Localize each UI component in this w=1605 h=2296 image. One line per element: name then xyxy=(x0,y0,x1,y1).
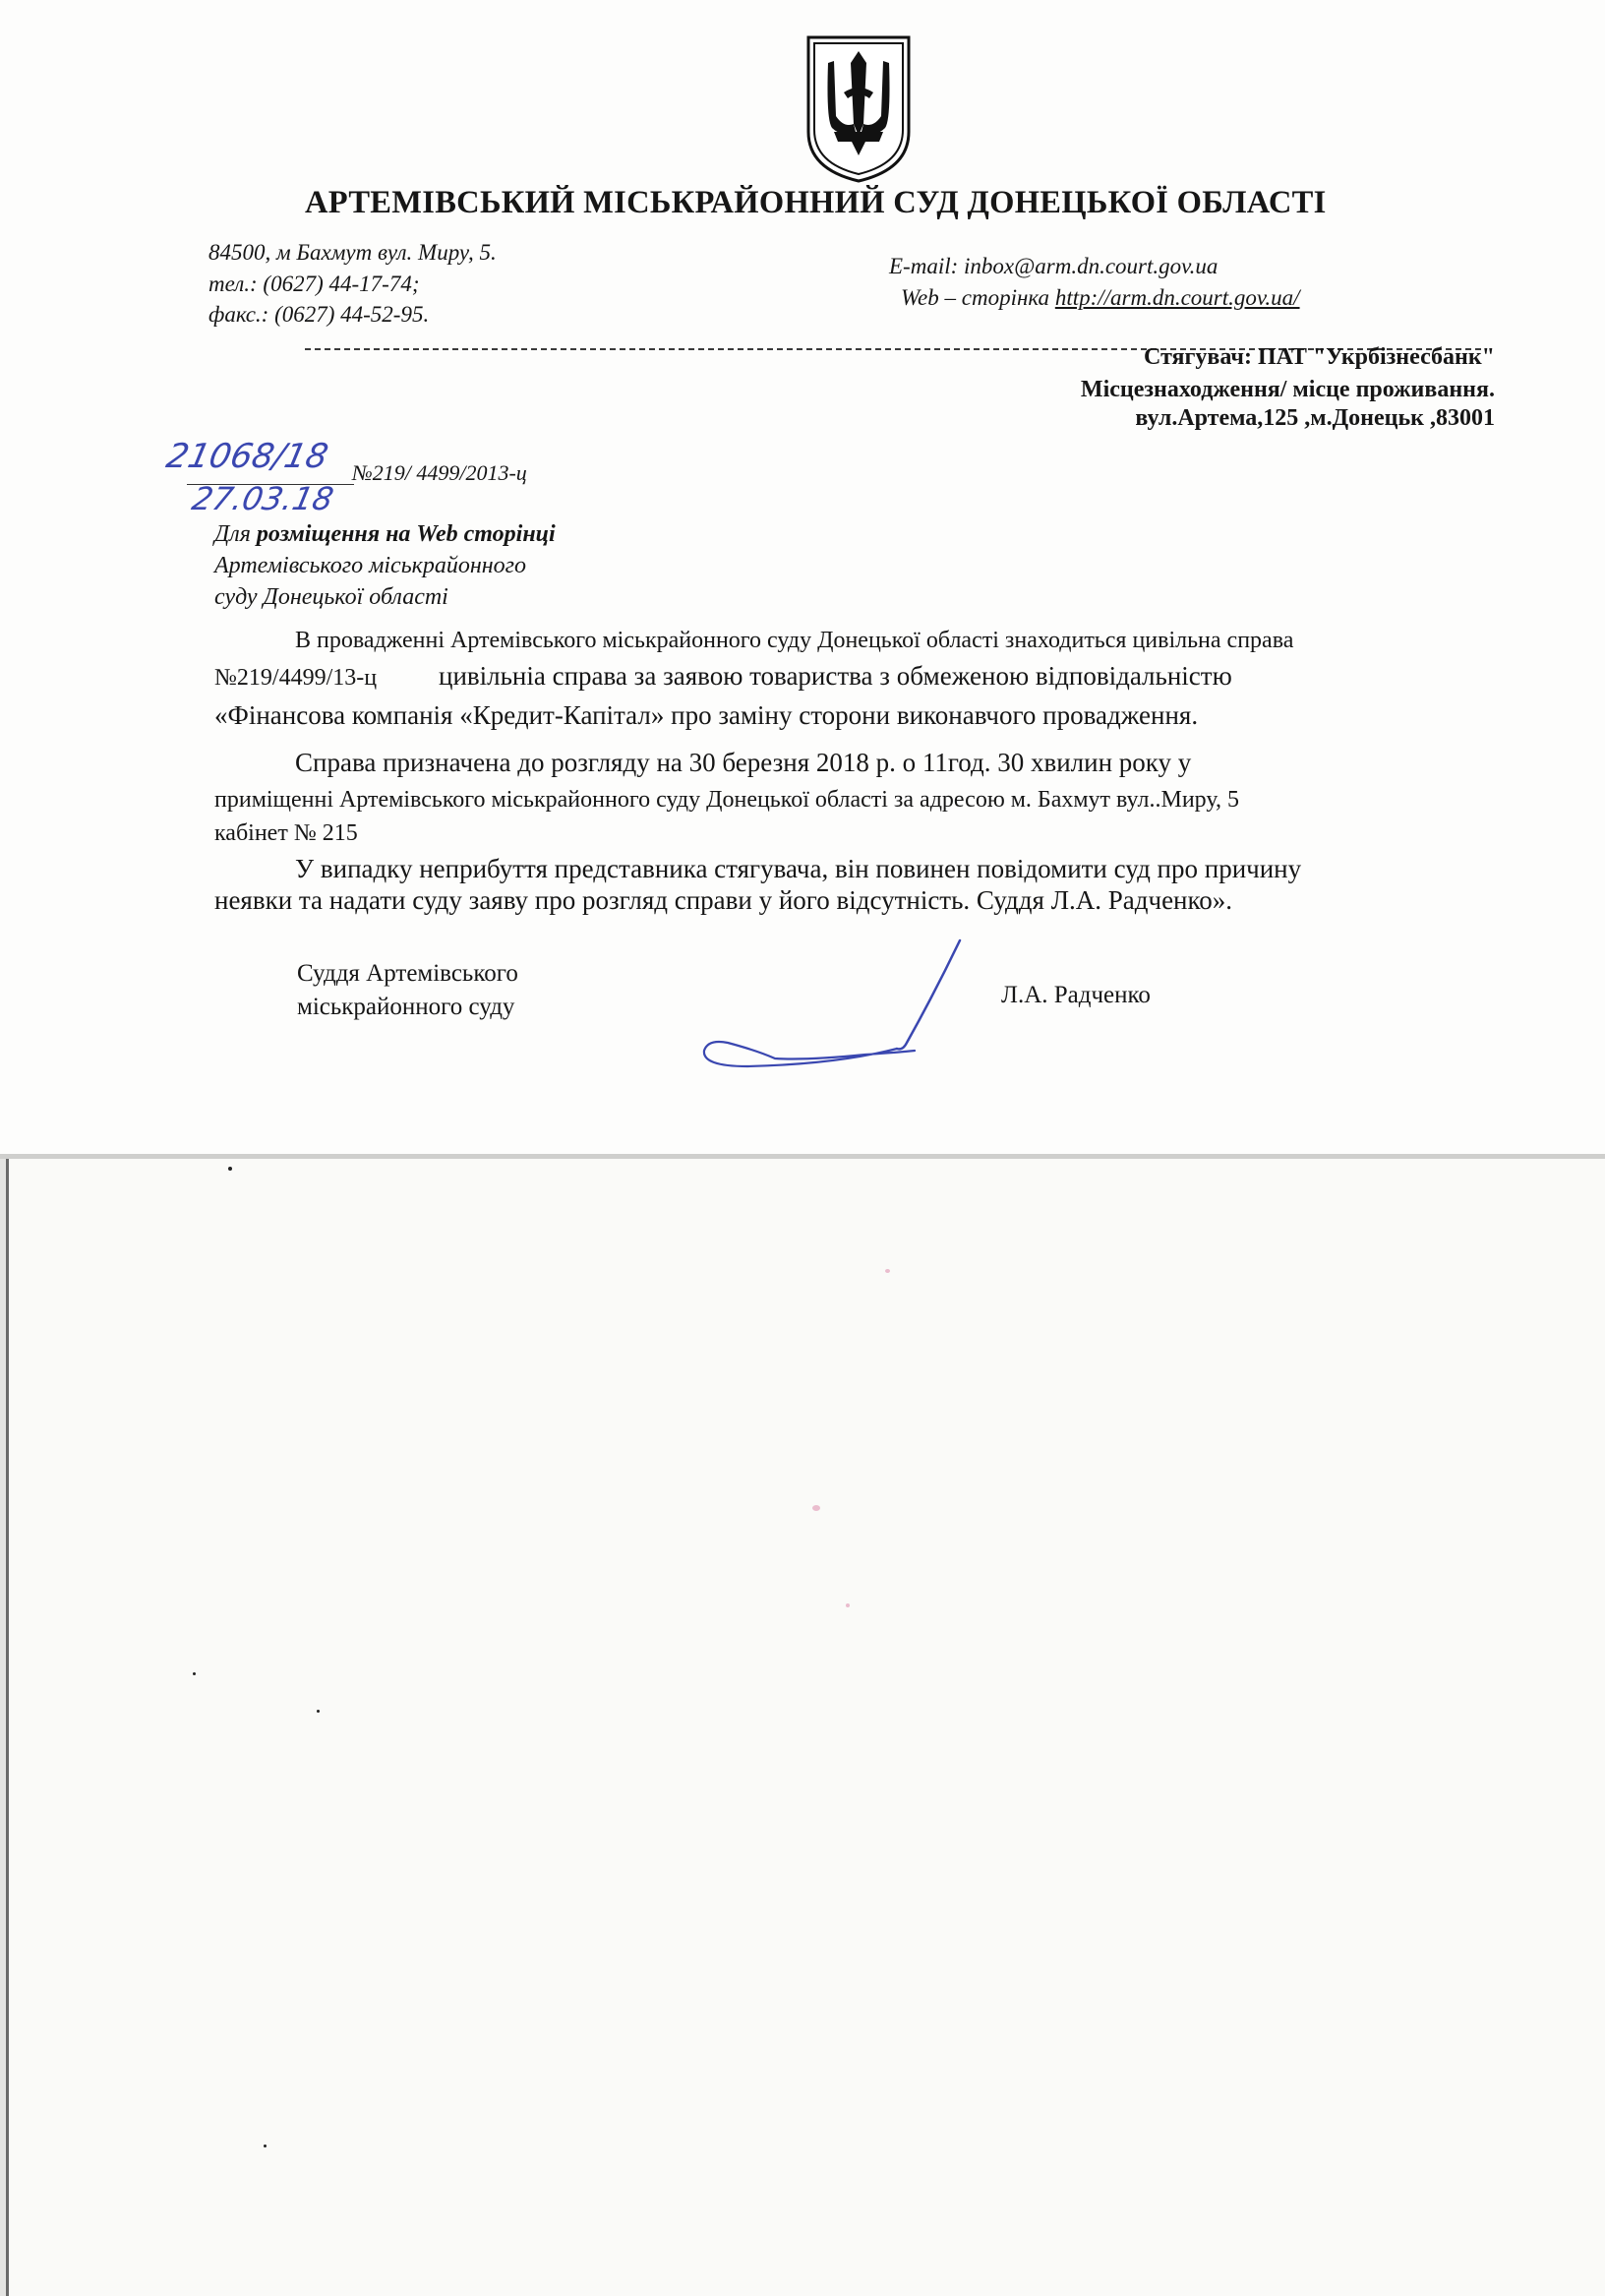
signer-title-line-2: міськрайонного суду xyxy=(297,994,515,1020)
recipient-name: Стягувач: ПАТ "Укрбізнесбанк" xyxy=(1144,344,1495,370)
speck xyxy=(317,1710,320,1713)
body-p2-line-3: кабінет № 215 xyxy=(214,820,358,846)
addressee-line-3: суду Донецької області xyxy=(214,584,448,610)
court-phone: тел.: (0627) 44-17-74; xyxy=(208,272,420,296)
addressee-line-1 xyxy=(214,521,556,548)
court-website xyxy=(901,285,1300,311)
signer-title-line-1: Суддя Артемівського xyxy=(297,960,518,987)
court-address: 84500, м Бахмут вул. Миру, 5. xyxy=(208,240,497,265)
court-fax: факс.: (0627) 44-52-95. xyxy=(208,302,430,327)
body-p2-line-1: Справа призначена до розгляду на 30 березня 2018 р. о 11год. 30 хвилин року у xyxy=(295,748,1192,777)
body-p3-line-2: неявки та надати суду заяву про розгляд справи у його відсутність. Суддя Л.А. Радченко». xyxy=(214,885,1233,915)
ink-mark xyxy=(885,1269,890,1273)
blank-back-page xyxy=(6,1159,1605,2296)
speck xyxy=(193,1672,196,1675)
recipient-location-label: Місцезнаходження/ місце проживання. xyxy=(1080,377,1495,402)
court-name: АРТЕМІВСЬКИЙ МІСЬКРАЙОННИЙ СУД ДОНЕЦЬКОЇ ОБЛАСТІ xyxy=(305,185,1327,220)
handwritten-outgoing-number: 21068/18 xyxy=(162,437,332,476)
body-p1-line-1: В провадженні Артемівського міськрайонного суду Донецької області знаходиться цивільна справа xyxy=(295,628,1294,653)
speck xyxy=(264,2145,267,2147)
signer-name: Л.А. Радченко xyxy=(1001,982,1151,1008)
website-label: Web – сторінка xyxy=(901,285,1055,310)
handwritten-date: 27.03.18 xyxy=(188,480,337,517)
ink-mark xyxy=(812,1505,820,1511)
number-underline xyxy=(187,484,354,485)
ink-mark xyxy=(846,1603,850,1607)
body-p1-line-2: цивільніа справа за заявою товариства з обмеженою відповідальністю xyxy=(439,661,1232,691)
court-email: E-mail: inbox@arm.dn.court.gov.ua xyxy=(889,254,1219,278)
website-link[interactable]: http://arm.dn.court.gov.ua/ xyxy=(1054,285,1300,310)
addressee-line-2: Артемівського міськрайонного xyxy=(214,553,527,578)
body-p2-line-2: приміщенні Артемівського міськрайонного суду Донецької області за адресою м. Бахмут вул..Миру, 5 xyxy=(214,787,1239,813)
recipient-address: вул.Артема,125 ,м.Донецьк ,83001 xyxy=(1135,405,1495,431)
addressee-bold: розміщення на Web сторінці xyxy=(256,521,556,547)
trident-coat-of-arms-icon xyxy=(804,33,913,183)
addressee-prefix: Для xyxy=(214,521,257,547)
body-p3-line-1: У випадку неприбуття представника стягувача, він повинен повідомити суд про причину xyxy=(295,854,1302,883)
speck xyxy=(228,1167,232,1171)
body-p1-line-3: «Фінансова компанія «Кредит-Капітал» про заміну сторони виконавчого провадження. xyxy=(214,700,1199,730)
case-reference: №219/ 4499/2013-ц xyxy=(352,460,527,485)
body-p1-case-number: №219/4499/13-ц xyxy=(214,665,378,691)
handwritten-signature xyxy=(688,935,974,1082)
